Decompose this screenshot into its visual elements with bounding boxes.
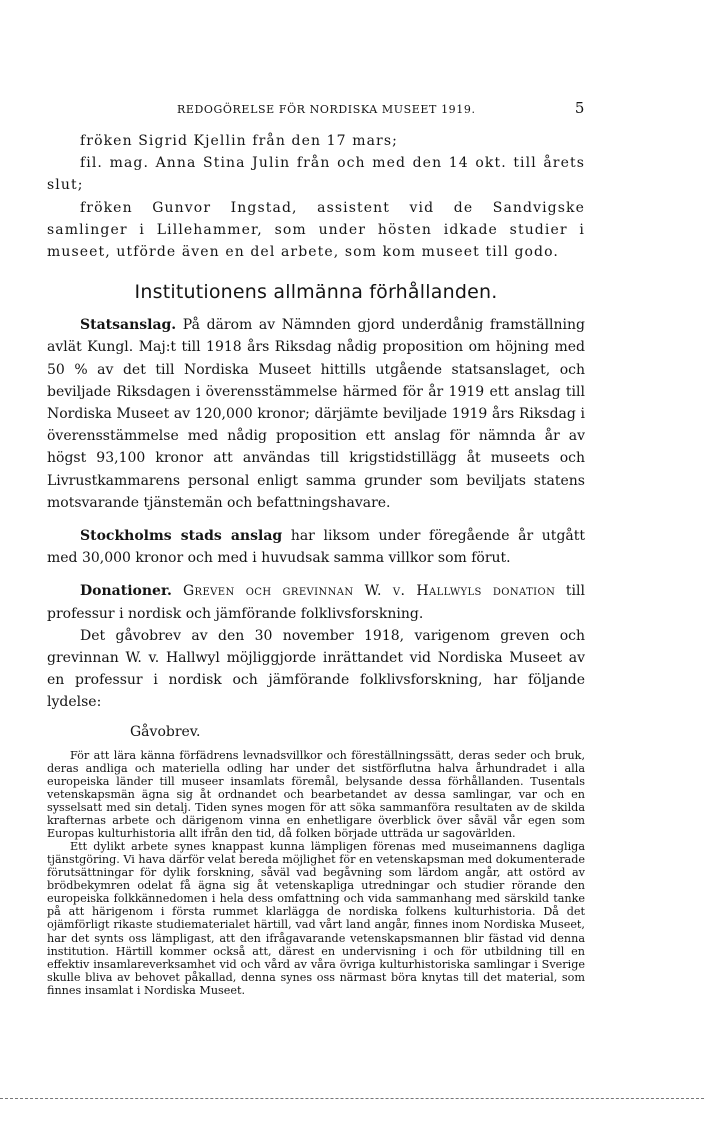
scan-bottom-border	[0, 1098, 704, 1099]
donationer-paragraph	[47, 580, 585, 624]
statsanslag-text: På därom av Nämnden gjord underdånig framställning avlät Kungl. Maj:t till 1918 års Riksdag nådig proposition om höjning med 50 % av det till Nordiska Museet hittills utgående statsanslaget, och beviljade Riksdagen i överensstämmelse härmed för år 1919 ett anslag till Nordiska Museet av 120,000 kronor; därjämte beviljade 1919 års Riksdag i överensstämmelse med nådig proposition ett anslag för nämnda år av högst 93,100 kronor att användas till krigstidstillägg åt museets och Livrustkammarens personal enligt samma grunder som beviljats statens motsvarande tjänstemän och befattningshavare.	[47, 317, 585, 511]
page-number: 5	[574, 99, 585, 117]
statsanslag-paragraph	[47, 314, 585, 514]
section-heading: Institutionens allmänna förhållanden.	[134, 281, 498, 304]
staff-line-2: fil. mag. Anna Stina Julin från och med den 14 okt. till årets slut;	[47, 155, 585, 194]
gavobrev-paragraph-1: För att lära känna förfädrens levnadsvillkor och föreställningssätt, deras seder och bruk, deras andliga och materiella odling har under det sistförflutna halva århundradet i alla europeiska länder till museer insamlats föremål, belysande dessa förhållanden. Tusentals vetenskapsmän ägna sig åt ordnandet och bearbetandet av dessa samlingar, var och en sysselsatt med sin detalj. Tiden synes mogen för att söka sammanföra resultaten av de skilda krafternas arbete och därigenom vinna en enhetligare överblick över såväl vår egen som Europas kulturhistoria allt ifrån den tid, då folken började utträda ur sagovärlden.	[47, 748, 585, 841]
stockholm-paragraph	[47, 525, 585, 569]
body-text	[47, 130, 585, 997]
donationer-text: till professur i nordisk och jämförande folklivsforskning.	[47, 583, 585, 622]
stockholm-text: har liksom under föregående år utgått med 30,000 kronor och med i huvudsak samma villkor som förut.	[47, 528, 585, 567]
staff-line-1: fröken Sigrid Kjellin från den 17 mars;	[80, 133, 398, 149]
gavobrev-paragraph-2: Ett dylikt arbete synes knappast kunna lämpligen förenas med museimannens dagliga tjänstgöring. Vi hava därför velat bereda möjlighet för en vetenskapsman med dokumenterade förutsättningar för dylik forskning, såväl vad begåvning som lärdom angår, att ostörd av brödbekymren odelat få ägna sig åt vetenskapliga utredningar och studier rörande den europeiska folkkännedomen i hela dess omfattning och vida sammanhang med särskild tanke på att härigenom i första rummet klarlägga de nordiska folkens kulturhistoria. Då det ojämförligt rikaste studiematerialet härtill, vad vårt land angår, finnes inom Nordiska Museet, har det synts oss lämpligast, att den ifrågavarande vetenskapsmannen blir fästad vid denna institution. Härtill kommer också att, därest en undervisning i och för utbildning till en effektiv insamlareverksamhet vid och vård av våra övriga kulturhistoriska samlingar i Sverige skulle bliva av behovet påkallad, denna synes oss närmast böra knytas till det material, som finnes insamlat i Nordiska Museet.	[47, 840, 585, 997]
gavobrev-heading: Gåvobrev.	[130, 723, 201, 740]
running-title: REDOGÖRELSE FÖR NORDISKA MUSEET 1919.	[177, 103, 476, 116]
statsanslag-lead: Statsanslag.	[80, 317, 177, 334]
donationer-paragraph-2: Det gåvobrev av den 30 november 1918, varigenom greven och grevinnan W. v. Hallwyl möjliggjorde inrättandet vid Nordiska Museet av en professur i nordisk och jämförande folklivsforskning, har följande lydelse:	[47, 627, 585, 711]
donation-title: Greven och grevinnan W. v. Hallwyls donation	[171, 583, 556, 600]
stockholm-lead: Stockholms stads anslag	[80, 528, 283, 545]
gavobrev-text	[47, 749, 585, 997]
staff-line-3: fröken Gunvor Ingstad, assistent vid de Sandvigske samlinger i Lillehammer, som under hösten idkade studier i museet, utförde även en del arbete, som kom museet till godo.	[47, 199, 585, 261]
donationer-lead: Donationer.	[80, 583, 172, 600]
